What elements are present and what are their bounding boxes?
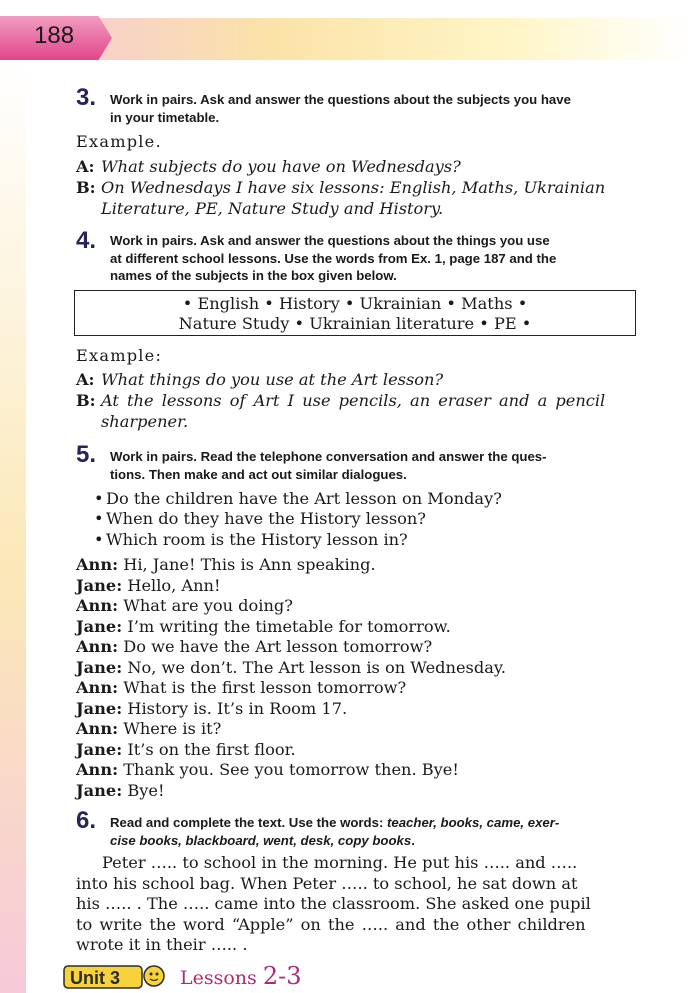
exercise-4-a-label: A:	[76, 370, 95, 389]
dialogue-line: Ann: Do we have the Art lesson tomorrow?	[76, 637, 433, 656]
exercise-5-instruction: Work in pairs. Read the telephone conversation and answer the ques- tions. Then make and act out similar dialogues.	[110, 449, 547, 482]
exercise-4-b-line1: At the lessons of Art I use pencils, an eraser and a pencil	[101, 391, 606, 410]
exercise-4-b-line2: sharpener.	[101, 412, 189, 431]
exercise-4-instruction: Work in pairs. Ask and answer the questions about the things you use at different school lessons. Use the words from Ex. 1, page 187 and the names of the subjects in the box given below.	[110, 233, 557, 283]
dialogue-line: Ann: Hi, Jane! This is Ann speaking.	[76, 555, 376, 574]
exercise-4-number: 4.	[76, 227, 97, 254]
page-number: 188	[34, 22, 75, 49]
exercise-3-b-line2: Literature, PE, Nature Study and History.	[101, 199, 444, 218]
dialogue-line: Jane: Bye!	[76, 781, 165, 800]
text-line: Peter ….. to school in the morning. He put his ….. and …..	[102, 853, 578, 872]
dialogue-line: Ann: Where is it?	[76, 719, 222, 738]
dialogue-line: Jane: I’m writing the timetable for tomorrow.	[76, 617, 451, 636]
svg-text:Unit 3: Unit 3	[70, 968, 121, 988]
exercise-3-b-line1: On Wednesdays I have six lessons: English, Maths, Ukrainian	[101, 178, 606, 197]
word-box-line-2: Nature Study • Ukrainian literature • PE •	[178, 314, 532, 333]
text-line: to write the word “Apple” on the ….. and the other children	[76, 915, 586, 934]
dialogue-line: Jane: History is. It’s in Room 17.	[76, 699, 348, 718]
dialogue-line: Jane: Hello, Ann!	[76, 576, 221, 595]
exercise-4-b-label: B:	[76, 391, 96, 410]
subjects-word-box	[74, 290, 636, 336]
dialogue-line: Ann: What is the first lesson tomorrow?	[76, 678, 407, 697]
exercise-6-number: 6.	[76, 807, 97, 834]
exercise-4-a-text: What things do you use at the Art lesson?	[101, 370, 444, 389]
question-item: • Which room is the History lesson in?	[94, 530, 408, 549]
unit-3-logo	[62, 960, 166, 992]
question-item: • Do the children have the Art lesson on Monday?	[94, 489, 502, 508]
text-line: wrote it in their ….. .	[76, 935, 248, 954]
question-item: • When do they have the History lesson?	[94, 509, 426, 528]
dialogue-line: Jane: It’s on the first floor.	[76, 740, 296, 759]
exercise-3-example-label: Example.	[76, 132, 162, 151]
dialogue-line: Jane: No, we don’t. The Art lesson is on Wednesday.	[76, 658, 506, 677]
exercise-3-b-label: B:	[76, 178, 96, 197]
exercise-3-number: 3.	[76, 84, 97, 111]
text-line: his ….. . The ….. came into the classroom. She asked one pupil	[76, 894, 591, 913]
footer-lessons-label: Lessons 2-3	[180, 962, 302, 990]
word-box-line-1: • English • History • Ukrainian • Maths •	[182, 294, 528, 313]
exercise-3-instruction: Work in pairs. Ask and answer the questions about the subjects you have in your timetable.	[110, 92, 571, 125]
exercise-6-instruction: Read and complete the text. Use the words: teacher, books, came, exer- cise books, blackboard, went, desk, copy books.	[110, 815, 560, 848]
exercise-3-a-text: What subjects do you have on Wednesdays?	[101, 157, 461, 176]
text-line: into his school bag. When Peter ….. to school, he sat down at	[76, 874, 578, 893]
dialogue-line: Ann: What are you doing?	[76, 596, 293, 615]
exercise-4-example-label: Example:	[76, 346, 163, 365]
dialogue-line: Ann: Thank you. See you tomorrow then. Bye!	[76, 760, 459, 779]
exercise-3-a-label: A:	[76, 157, 95, 176]
exercise-5-number: 5.	[76, 441, 97, 468]
